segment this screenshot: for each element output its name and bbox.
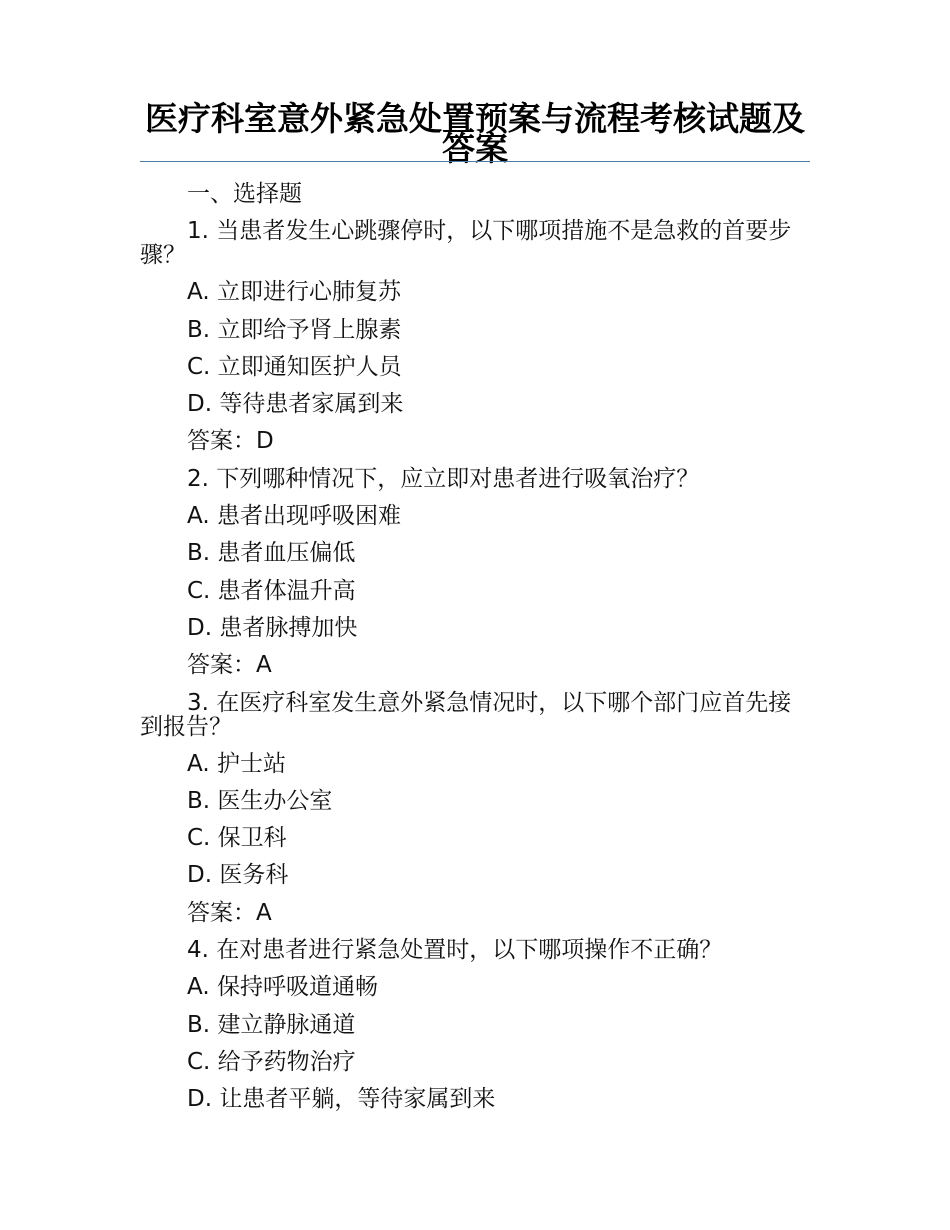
question-option: B. 医生办公室 bbox=[187, 787, 333, 814]
section-heading: 一、选择题 bbox=[187, 181, 302, 207]
question-answer: 答案：A bbox=[187, 899, 272, 926]
question-option: D. 医务科 bbox=[187, 862, 289, 889]
title-divider bbox=[140, 161, 810, 162]
question-stem: 2. 下列哪种情况下，应立即对患者进行吸氧治疗？ bbox=[187, 465, 700, 492]
question-option: B. 患者血压偏低 bbox=[187, 540, 356, 567]
question-option: A. 患者出现呼吸困难 bbox=[187, 503, 401, 530]
document-body bbox=[140, 176, 810, 1119]
question-option: A. 保持呼吸道通畅 bbox=[187, 974, 378, 1001]
question-option: D. 让患者平躺，等待家属到来 bbox=[187, 1086, 496, 1113]
question-stem: 3. 在医疗科室发生意外紧急情况时，以下哪个部门应首先接到报告？ bbox=[140, 689, 792, 740]
question-option: C. 保卫科 bbox=[187, 825, 287, 852]
question-option: C. 患者体温升高 bbox=[187, 577, 356, 604]
question-option: D. 患者脉搏加快 bbox=[187, 614, 358, 641]
question-answer: 答案：A bbox=[187, 652, 272, 679]
question-option: C. 立即通知医护人员 bbox=[187, 353, 402, 380]
question-answer: 答案：D bbox=[187, 428, 274, 455]
question-stem: 1. 当患者发生心跳骤停时，以下哪项措施不是急救的首要步骤？ bbox=[140, 218, 792, 269]
document-title: 医疗科室意外紧急处置预案与流程考核试题及答案 bbox=[145, 99, 805, 168]
question-option: C. 给予药物治疗 bbox=[187, 1048, 356, 1075]
question-option: D. 等待患者家属到来 bbox=[187, 391, 404, 418]
question-option: B. 立即给予肾上腺素 bbox=[187, 316, 402, 343]
question-option: A. 立即进行心肺复苏 bbox=[187, 279, 401, 306]
question-option: A. 护士站 bbox=[187, 750, 286, 777]
question-option: B. 建立静脉通道 bbox=[187, 1011, 356, 1038]
question-stem: 4. 在对患者进行紧急处置时，以下哪项操作不正确？ bbox=[187, 937, 723, 964]
